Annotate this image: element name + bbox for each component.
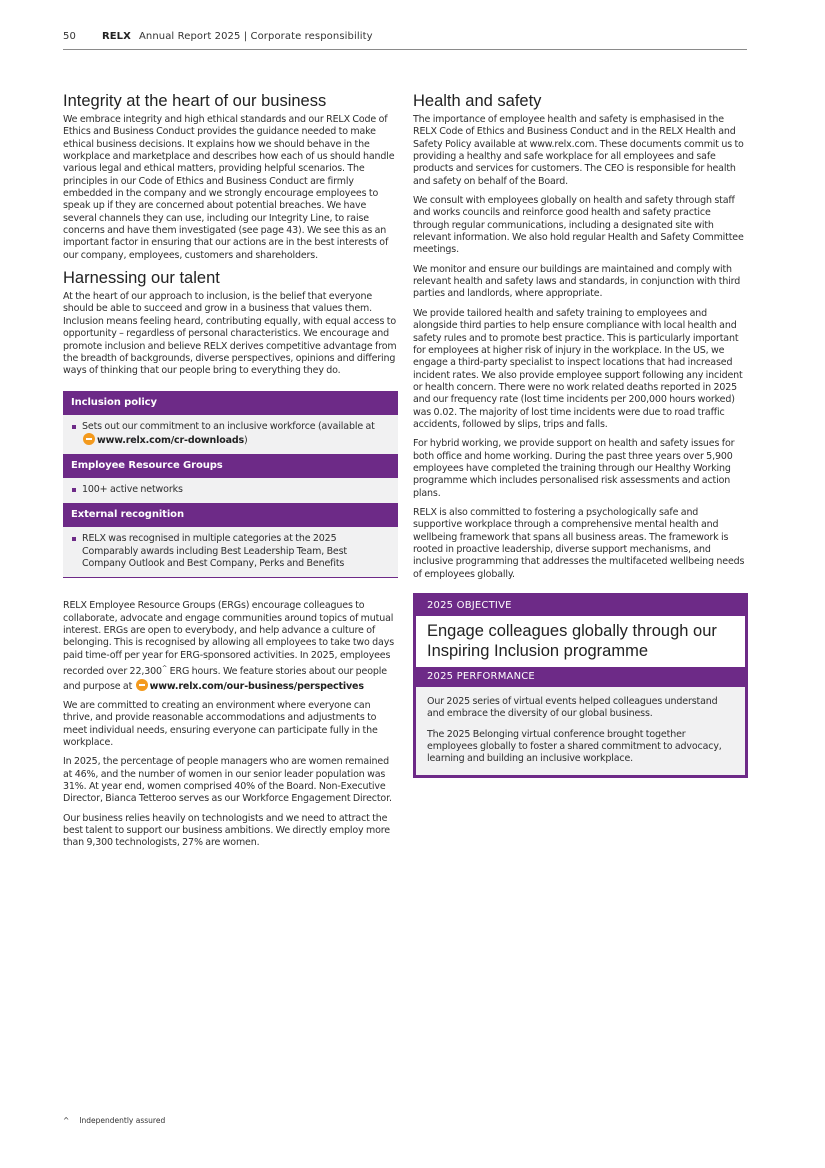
- footnote-mark: ^: [63, 1116, 70, 1125]
- technologists-paragraph: Our business relies heavily on technologists and we need to attract the best talent to support our business ambitions. We directly employ more than 9,300 technologists, 27% are women.: [63, 812, 391, 849]
- health-paragraph-4: We provide tailored health and safety training to employees and alongside third parties to help ensure compliance with local health and safety rules and to promote best practice. This is particularly important for employees at higher risk of injury in the workplace. In the US, we engage a third-party specialist to inspect locations that had increased incident rates. We also provide employee support following any incident or health concern. There were no work related deaths reported in 2025 and our frequency rate (lost time incidents per 200,000 hours worked) was 0.02. The majority of lost time incidents were due to road traffic accidents, followed by slips, trips and falls.: [413, 307, 743, 430]
- erg-header: Employee Resource Groups: [63, 454, 398, 478]
- header-title: Annual Report 2025 | Corporate responsibility: [138, 31, 373, 42]
- health-paragraph-5: For hybrid working, we provide support on health and safety issues for both office and home working. During the past three years over 5,900 employees have completed the training through our Healthy Working programme which includes personalised risk assessments and action plans.: [413, 438, 735, 499]
- brand-name: RELX: [101, 31, 131, 42]
- health-paragraph-2: We consult with employees globally on health and safety through staff and works councils and reinforce good health and safety practice through regular communications, including a designated site with relevant information. We also hold regular Health and Safety Committee meetings.: [413, 195, 744, 256]
- recognition-item: RELX was recognised in multiple categories at the 2025 Comparably awards including Best Leadership Team, Best Company Outlook and Best Company, Perks and Benefits: [71, 533, 390, 570]
- accommodation-paragraph: We are committed to creating an environment where everyone can thrive, and provide reasonable accommodations and adjustments to meet individual needs, ensuring everyone can participate fully in the workplace.: [63, 699, 378, 748]
- women-managers-paragraph: In 2025, the percentage of people managers who are women remained at 46%, and the number of women in our senior leader population was 31%. At year end, women comprised 40% of the Board. Non-Executive Director, Bianca Tetteroo serves as our Workforce Engagement Director.: [63, 756, 392, 805]
- health-paragraph-6: RELX is also committed to fostering a psychologically safe and supportive workplace through a comprehensive mental health and wellbeing framework that spans all business areas. The framework is rooted in proactive leadership, diverse support mechanisms, and inclusive programming that addresses the multifaceted wellbeing needs of employees globally.: [413, 506, 745, 580]
- health-heading: Health and safety: [413, 92, 542, 110]
- perspectives-link[interactable]: www.relx.com/our-business/perspectives: [149, 680, 364, 692]
- page-number: 50: [63, 31, 76, 42]
- objective-label: 2025 OBJECTIVE: [416, 596, 745, 616]
- page-header: [63, 31, 747, 50]
- objective-title: Engage colleagues globally through our Inspiring Inclusion programme: [416, 616, 745, 667]
- erg-item: 100+ active networks: [71, 484, 390, 496]
- performance-paragraph-2: The 2025 Belonging virtual conference brought together employees globally to foster a shared commitment to advocacy, learning and building an inclusive workplace.: [427, 728, 722, 765]
- performance-body: [416, 687, 745, 775]
- objective-box: [413, 593, 748, 778]
- footnote: [63, 1116, 165, 1125]
- recognition-header: External recognition: [63, 503, 398, 527]
- inclusion-policy-text: Sets out our commitment to an inclusive workforce (available at: [82, 420, 375, 432]
- erg-paragraph: [63, 600, 398, 693]
- right-column: [413, 92, 748, 778]
- inclusion-policy-header: Inclusion policy: [63, 391, 398, 415]
- performance-paragraph-1: Our 2025 series of virtual events helped colleagues understand and embrace the diversity of our global business.: [427, 696, 718, 720]
- talent-heading: Harnessing our talent: [63, 269, 220, 288]
- link-icon: [136, 679, 148, 691]
- talent-body: At the heart of our approach to inclusion, is the belief that everyone should be able to succeed and grow in a business that values them. Inclusion means feeling heard, contributing equally, with equal access to opportunity – regardless of personal characteristics. We encourage and promote inclusion and believe RELX derives competitive advantage from the breadth of backgrounds, diverse perspectives, opinions and differing ways of thinking that our people bring to everything they do.: [63, 291, 397, 377]
- erg-body: [63, 478, 398, 503]
- footnote-text: Independently assured: [79, 1116, 166, 1125]
- erg-paragraph-middle: ERG hours. We feature stories about our people and purpose at: [63, 666, 387, 692]
- cr-downloads-link[interactable]: www.relx.com/cr-downloads: [97, 434, 245, 446]
- inclusion-policy-item: [71, 421, 390, 448]
- link-icon: [83, 433, 95, 445]
- integrity-heading: Integrity at the heart of our business: [63, 92, 327, 110]
- erg-paragraph-text: RELX Employee Resource Groups (ERGs) encourage colleagues to collaborate, advocate and engage communities around topics of mutual interest. ERGs are open to everybody, and help advance a culture of belonging. This is recognised by allowing all employees to take two days paid time-off per year for ERG-sponsored activities. In 2025, employees recorded over 22,300: [63, 600, 394, 678]
- health-paragraph-3: We monitor and ensure our buildings are maintained and comply with relevant health and safety laws and standards, in conjunction with third parties and landlords, where appropriate.: [413, 263, 741, 300]
- inclusion-policy-body: [63, 415, 398, 455]
- health-paragraph-1: The importance of employee health and safety is emphasised in the RELX Code of Ethics and Business Conduct and in the RELX Health and Safety Policy available at www.relx.com. These documents commit us to providing a healthy and safe workplace for all employees and safe products and services for customers. The CEO is responsible for health and safety on behalf of the Board.: [413, 114, 744, 187]
- recognition-body: [63, 527, 398, 577]
- inclusion-panel: [63, 391, 398, 579]
- left-column: [63, 92, 398, 857]
- assured-mark: ^: [161, 664, 168, 673]
- integrity-body: We embrace integrity and high ethical standards and our RELX Code of Ethics and Business Conduct provides the guidance needed to make ethical business decisions. It explains how we should behave in the workplace and marketplace and describes how each of us should handle various legal and ethical matters, providing helpful scenarios. The principles in our Code of Ethics and Business Conduct are firmly embedded in the company and we strongly encourage employees to speak up if they are concerned about potential breaches. We have several channels they can use, including our Integrity Line, to raise concerns and have them investigated (see page 43). We see this as an important factor in ensuring that our actions are in the best interests of our company, employees, customers and shareholders.: [63, 114, 395, 261]
- inclusion-policy-suffix: ): [244, 434, 248, 446]
- performance-label: 2025 PERFORMANCE: [416, 667, 745, 687]
